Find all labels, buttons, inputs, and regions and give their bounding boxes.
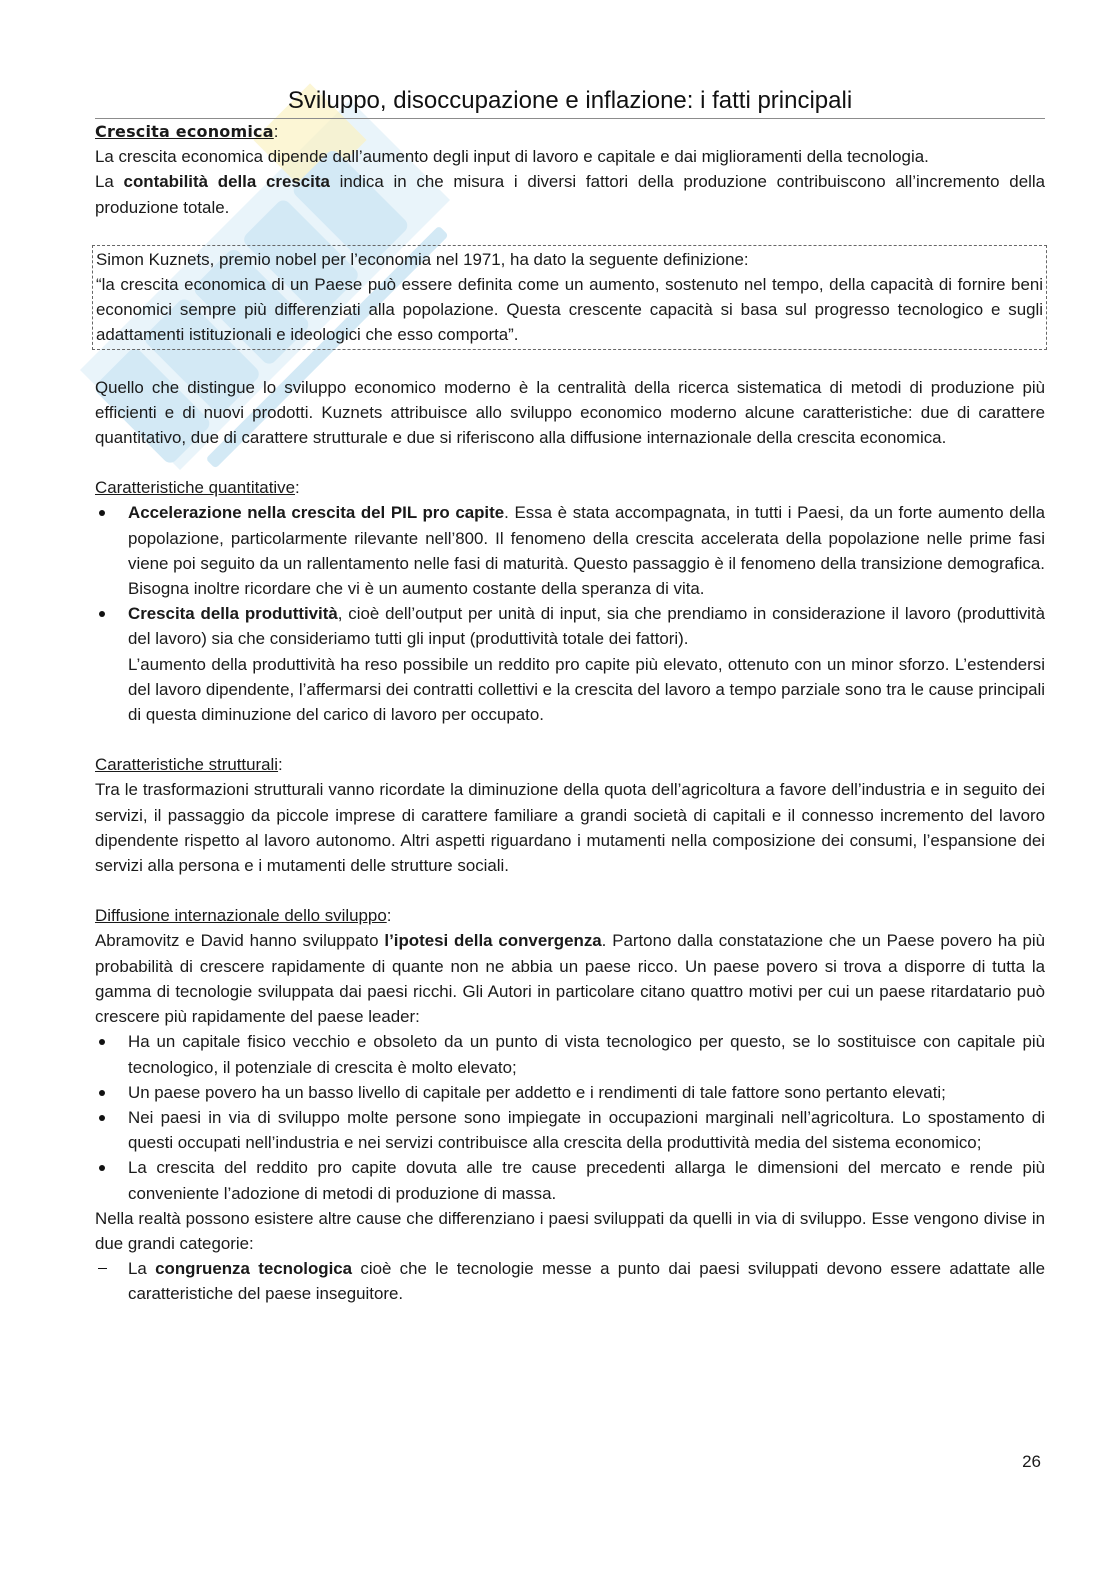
term-congruenza-tecnologica: congruenza tecnologica (155, 1259, 353, 1279)
diffusione-after-paragraph: Nella realtà possono esistere altre cause che differenziano i paesi sviluppati da quelli in via di sviluppo. Esse vengono divise in due grandi categorie: (95, 1208, 1045, 1253)
crescita-paragraph-1: La crescita economica dipende dall’aumento degli input di lavoro e capitale e dai miglioramenti della tecnologia. (95, 147, 929, 167)
list-item: Nei paesi in via di sviluppo molte persone sono impiegate in occupazioni marginali nell’agricoltura. Lo spostamento di questi occupati nell’industria e nei servizi contribuisce alla crescita della produttività media del sistema economico; (128, 1107, 1045, 1153)
heading-caratteristiche-quantitative: Caratteristiche quantitative (95, 478, 295, 498)
section-crescita: Crescita economica: (95, 122, 279, 141)
term-contabilita-crescita: contabilità della crescita (123, 172, 330, 192)
document-page (95, 86, 1045, 1307)
list-item: Un paese povero ha un basso livello di capitale per addetto e i rendimenti di tale fattore sono pertanto elevati; (128, 1082, 946, 1102)
list-item: La crescita del reddito pro capite dovuta alle tre cause precedenti allarga le dimensioni del mercato e rende più conveniente l’adozione di metodi di produzione di massa. (128, 1158, 1045, 1203)
intro-paragraph: Quello che distingue lo sviluppo economico moderno è la centralità della ricerca sistematica di metodi di produzione più efficienti e di nuovi prodotti. Kuznets attribuisce allo sviluppo economico moderno alcune caratteristiche: due di carattere quantitativo, due di carattere strutturale e due si riferiscono alla diffusione internazionale della crescita economica. (95, 377, 1045, 448)
quote-intro: Simon Kuznets, premio nobel per l’economia nel 1971, ha dato la seguente definizione: (96, 249, 749, 269)
diffusione-paragraph: Abramovitz e David hanno sviluppato l’ipotesi della convergenza. Partono dalla constatazione che un Paese povero ha più probabilità di crescere rapidamente di quante non ne abbia un paese ricco. Un paese povero si trova a disporre di tutta la gamma di tecnologie sviluppata dai paesi ricchi. Gli Autori in particolare citano quattro motivi per cui un paese ritardatario può crescere più rapidamente del paese leader: (95, 931, 1046, 1027)
section-quantitative: Caratteristiche quantitative: (95, 478, 300, 498)
heading-caratteristiche-strutturali: Caratteristiche strutturali (95, 755, 279, 775)
strutturali-paragraph: Tra le trasformazioni strutturali vanno ricordate la diminuzione della quota dell’agricoltura a favore dell’industria e in seguito dei servizi, il passaggio da piccole imprese di carattere familiare a grandi società di capitali e il connesso incremento del lavoro dipendente rispetto al lavoro autonomo. Altri aspetti riguardano i mutamenti nella composizione dei consumi, l’espansione dei servizi alla persona e i mutamenti delle strutture sociali. (95, 780, 1045, 876)
page-title: Sviluppo, disoccupazione e inflazione: i fatti principali (95, 86, 1045, 119)
section-diffusione: Diffusione internazionale dello sviluppo: (95, 906, 392, 926)
heading-crescita-economica: Crescita economica (95, 122, 274, 141)
kuznets-quote-box (92, 245, 1047, 350)
quantitative-list (95, 500, 1045, 727)
term-ipotesi-convergenza: l’ipotesi della convergenza (384, 931, 602, 951)
list-item: Accelerazione nella crescita del PIL pro capite. Essa è stata accompagnata, in tutti i Paesi, da un forte aumento della popolazione, particolarmente rilevante nell’800. Il fenomeno della crescita accelerata della popolazione nelle prime fasi viene poi seguito da un rallentamento nelle fasi di maturità. Questo passaggio è il fenomeno della transizione demografica. Bisogna inoltre ricordare che vi è un aumento costante della speranza di vita. (128, 503, 1045, 599)
list-item: Crescita della produttività, cioè dell’output per unità di input, sia che prendiamo in considerazione il lavoro (produttività del lavoro) sia che consideriamo tutti gli input (produttività totale dei fattori). L’aumento della produttività ha reso possibile un reddito pro capite più elevato, ottenuto con un minor sforzo. L’estendersi del lavoro dipendente, l’affermarsi dei contratti collettivi e la crescita del lavoro a tempo parziale sono tra le cause principali di questa diminuzione del carico di lavoro per occupato. (95, 601, 1045, 727)
list-item: Ha un capitale fisico vecchio e obsoleto da un punto di vista tecnologico per questo, se lo sostituisce con capitale più tecnologico, il potenziale di crescita è molto elevato; (128, 1032, 1045, 1077)
heading-diffusione-internazionale: Diffusione internazionale dello sviluppo (95, 906, 387, 926)
page-number: 26 (1022, 1452, 1041, 1471)
categories-list (95, 1256, 1045, 1306)
list-item: La congruenza tecnologica cioè che le tecnologie messe a punto dai paesi sviluppati devono essere adattate alle caratteristiche del paese inseguitore. (128, 1259, 1046, 1304)
section-strutturali: Caratteristiche strutturali: (95, 755, 283, 775)
crescita-paragraph-2: La contabilità della crescita indica in che misura i diversi fattori della produzione contribuiscono all’incremento della produzione totale. (95, 172, 1045, 217)
quote-text: “la crescita economica di un Paese può essere definita come un aumento, sostenuto nel tempo, della capacità di fornire beni economici sempre più differenziati alla popolazione. Questa crescente capacità si basa sul progresso tecnologico e sugli adattamenti istituzionali e ideologici che esso comporta”. (96, 275, 1043, 345)
diffusione-list (95, 1029, 1045, 1205)
list-item-continuation: L’aumento della produttività ha reso possibile un reddito pro capite più elevato, ottenuto con un minor sforzo. L’estendersi del lavoro dipendente, l’affermarsi dei contratti collettivi e la crescita del lavoro a tempo parziale sono tra le cause principali di questa diminuzione del carico di lavoro per occupato. (128, 654, 1045, 725)
